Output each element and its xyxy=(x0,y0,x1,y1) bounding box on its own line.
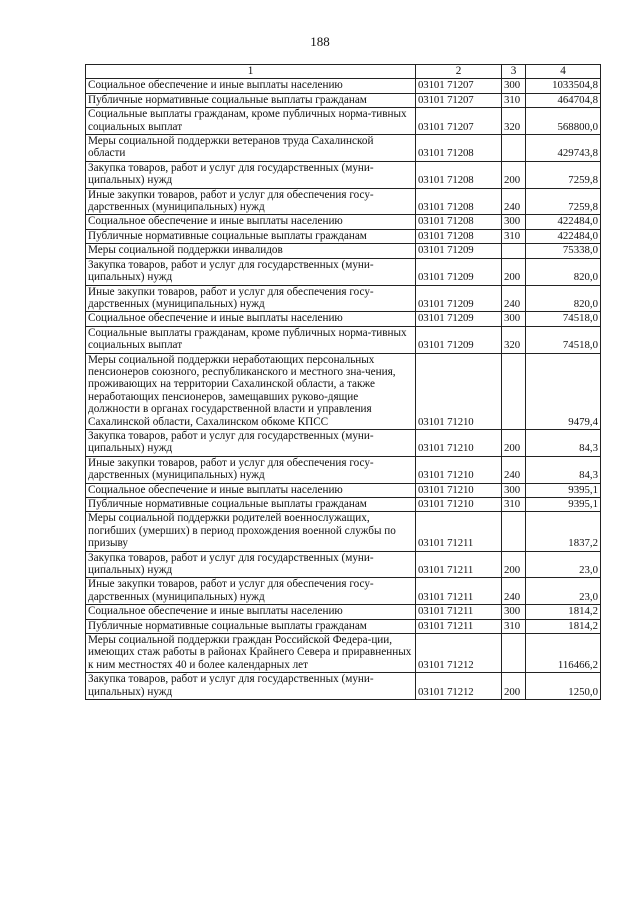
row-amount: 7259,8 xyxy=(526,188,601,215)
table-row xyxy=(86,456,601,483)
row-code: 03101 71209 xyxy=(416,312,502,326)
row-amount: 568800,0 xyxy=(526,108,601,135)
row-code: 03101 71209 xyxy=(416,285,502,312)
row-amount: 1033504,8 xyxy=(526,79,601,93)
row-amount: 9479,4 xyxy=(526,353,601,429)
row-expense-type: 200 xyxy=(502,551,526,578)
row-expense-type: 300 xyxy=(502,215,526,229)
table-row xyxy=(86,578,601,605)
table-row xyxy=(86,619,601,633)
row-code: 03101 71209 xyxy=(416,326,502,353)
row-name: Социальное обеспечение и иные выплаты населению xyxy=(86,312,416,326)
row-expense-type: 320 xyxy=(502,108,526,135)
row-expense-type: 320 xyxy=(502,326,526,353)
header-col-4: 4 xyxy=(526,65,601,79)
row-name: Иные закупки товаров, работ и услуг для обеспечения госу-дарственных (муниципальных) нужд xyxy=(86,456,416,483)
table-row xyxy=(86,673,601,700)
table-row xyxy=(86,483,601,497)
row-expense-type xyxy=(502,135,526,162)
row-expense-type: 200 xyxy=(502,429,526,456)
row-code: 03101 71211 xyxy=(416,578,502,605)
table-row xyxy=(86,605,601,619)
row-code: 03101 71209 xyxy=(416,244,502,258)
row-code: 03101 71211 xyxy=(416,619,502,633)
table-row xyxy=(86,634,601,673)
table-row xyxy=(86,312,601,326)
header-row xyxy=(86,65,601,79)
table-row xyxy=(86,79,601,93)
row-name: Социальное обеспечение и иные выплаты населению xyxy=(86,605,416,619)
row-expense-type: 310 xyxy=(502,229,526,243)
row-name: Иные закупки товаров, работ и услуг для обеспечения госу-дарственных (муниципальных) нужд xyxy=(86,285,416,312)
row-amount: 464704,8 xyxy=(526,93,601,107)
row-amount: 422484,0 xyxy=(526,215,601,229)
table-row xyxy=(86,498,601,512)
row-name: Социальные выплаты гражданам, кроме публичных норма-тивных социальных выплат xyxy=(86,108,416,135)
row-expense-type: 200 xyxy=(502,258,526,285)
table-row xyxy=(86,188,601,215)
table-row xyxy=(86,429,601,456)
row-code: 03101 71208 xyxy=(416,135,502,162)
row-expense-type: 300 xyxy=(502,483,526,497)
row-amount: 84,3 xyxy=(526,456,601,483)
row-expense-type: 300 xyxy=(502,79,526,93)
row-expense-type: 240 xyxy=(502,578,526,605)
row-code: 03101 71208 xyxy=(416,229,502,243)
row-name: Публичные нормативные социальные выплаты гражданам xyxy=(86,498,416,512)
row-amount: 7259,8 xyxy=(526,161,601,188)
row-amount: 23,0 xyxy=(526,551,601,578)
budget-table xyxy=(85,64,601,700)
row-expense-type: 240 xyxy=(502,285,526,312)
row-code: 03101 71212 xyxy=(416,634,502,673)
row-name: Социальное обеспечение и иные выплаты населению xyxy=(86,483,416,497)
row-expense-type: 200 xyxy=(502,673,526,700)
row-expense-type: 310 xyxy=(502,93,526,107)
row-name: Меры социальной поддержки родителей военнослужащих, погибших (умерших) в период прохождения военной службы по призыву xyxy=(86,512,416,551)
row-amount: 84,3 xyxy=(526,429,601,456)
row-amount: 422484,0 xyxy=(526,229,601,243)
row-expense-type: 310 xyxy=(502,498,526,512)
row-expense-type: 310 xyxy=(502,619,526,633)
row-name: Закупка товаров, работ и услуг для государственных (муни-ципальных) нужд xyxy=(86,429,416,456)
row-code: 03101 71210 xyxy=(416,429,502,456)
table-row xyxy=(86,512,601,551)
row-amount: 820,0 xyxy=(526,258,601,285)
row-expense-type: 300 xyxy=(502,312,526,326)
row-name: Меры социальной поддержки граждан Российской Федера-ции, имеющих стаж работы в районах Крайнего Севера и приравненных к ним местностях 40 и более календарных лет xyxy=(86,634,416,673)
row-name: Социальное обеспечение и иные выплаты населению xyxy=(86,79,416,93)
table-row xyxy=(86,551,601,578)
row-code: 03101 71212 xyxy=(416,673,502,700)
row-name: Публичные нормативные социальные выплаты гражданам xyxy=(86,93,416,107)
row-code: 03101 71207 xyxy=(416,79,502,93)
row-code: 03101 71208 xyxy=(416,188,502,215)
row-expense-type: 200 xyxy=(502,161,526,188)
table-row xyxy=(86,353,601,429)
row-code: 03101 71211 xyxy=(416,605,502,619)
table-row xyxy=(86,108,601,135)
table-row xyxy=(86,161,601,188)
table-row xyxy=(86,285,601,312)
row-name: Меры социальной поддержки инвалидов xyxy=(86,244,416,258)
table-row xyxy=(86,258,601,285)
table-row xyxy=(86,326,601,353)
row-code: 03101 71207 xyxy=(416,108,502,135)
row-name: Социальные выплаты гражданам, кроме публичных норма-тивных социальных выплат xyxy=(86,326,416,353)
row-name: Меры социальной поддержки ветеранов труда Сахалинской области xyxy=(86,135,416,162)
row-name: Публичные нормативные социальные выплаты гражданам xyxy=(86,619,416,633)
row-code: 03101 71210 xyxy=(416,483,502,497)
row-code: 03101 71207 xyxy=(416,93,502,107)
table-row xyxy=(86,215,601,229)
row-amount: 820,0 xyxy=(526,285,601,312)
page-number: 188 xyxy=(310,34,330,49)
row-amount: 429743,8 xyxy=(526,135,601,162)
row-amount: 23,0 xyxy=(526,578,601,605)
row-code: 03101 71211 xyxy=(416,512,502,551)
row-name: Иные закупки товаров, работ и услуг для обеспечения госу-дарственных (муниципальных) нужд xyxy=(86,188,416,215)
row-name: Меры социальной поддержки неработающих персональных пенсионеров союзного, республиканского и местного зна-чения, проживающих на территории Сахалинской области, а также неработающих пенсионеров, замещавших руково-дящие должности в органах государственной власти и управления Сахалинской области, Сахалинском обкоме КПСС xyxy=(86,353,416,429)
table-body xyxy=(86,79,601,700)
row-amount: 1814,2 xyxy=(526,605,601,619)
table-row xyxy=(86,135,601,162)
row-expense-type: 240 xyxy=(502,188,526,215)
row-expense-type: 240 xyxy=(502,456,526,483)
row-code: 03101 71210 xyxy=(416,456,502,483)
row-expense-type: 300 xyxy=(502,605,526,619)
row-name: Закупка товаров, работ и услуг для государственных (муни-ципальных) нужд xyxy=(86,258,416,285)
row-code: 03101 71209 xyxy=(416,258,502,285)
row-amount: 9395,1 xyxy=(526,498,601,512)
table-row xyxy=(86,244,601,258)
row-name: Закупка товаров, работ и услуг для государственных (муни-ципальных) нужд xyxy=(86,673,416,700)
row-amount: 9395,1 xyxy=(526,483,601,497)
row-amount: 74518,0 xyxy=(526,312,601,326)
row-name: Закупка товаров, работ и услуг для государственных (муни-ципальных) нужд xyxy=(86,161,416,188)
row-name: Иные закупки товаров, работ и услуг для обеспечения госу-дарственных (муниципальных) нужд xyxy=(86,578,416,605)
table-row xyxy=(86,93,601,107)
row-code: 03101 71210 xyxy=(416,353,502,429)
header-col-1: 1 xyxy=(86,65,416,79)
row-code: 03101 71211 xyxy=(416,551,502,578)
row-code: 03101 71208 xyxy=(416,215,502,229)
header-col-3: 3 xyxy=(502,65,526,79)
row-name: Закупка товаров, работ и услуг для государственных (муни-ципальных) нужд xyxy=(86,551,416,578)
row-amount: 1250,0 xyxy=(526,673,601,700)
row-amount: 1814,2 xyxy=(526,619,601,633)
row-expense-type xyxy=(502,634,526,673)
row-amount: 75338,0 xyxy=(526,244,601,258)
table-row xyxy=(86,229,601,243)
row-name: Публичные нормативные социальные выплаты гражданам xyxy=(86,229,416,243)
row-expense-type xyxy=(502,353,526,429)
row-name: Социальное обеспечение и иные выплаты населению xyxy=(86,215,416,229)
row-amount: 1837,2 xyxy=(526,512,601,551)
row-code: 03101 71210 xyxy=(416,498,502,512)
row-code: 03101 71208 xyxy=(416,161,502,188)
row-expense-type xyxy=(502,512,526,551)
row-amount: 74518,0 xyxy=(526,326,601,353)
row-amount: 116466,2 xyxy=(526,634,601,673)
row-expense-type xyxy=(502,244,526,258)
header-col-2: 2 xyxy=(416,65,502,79)
